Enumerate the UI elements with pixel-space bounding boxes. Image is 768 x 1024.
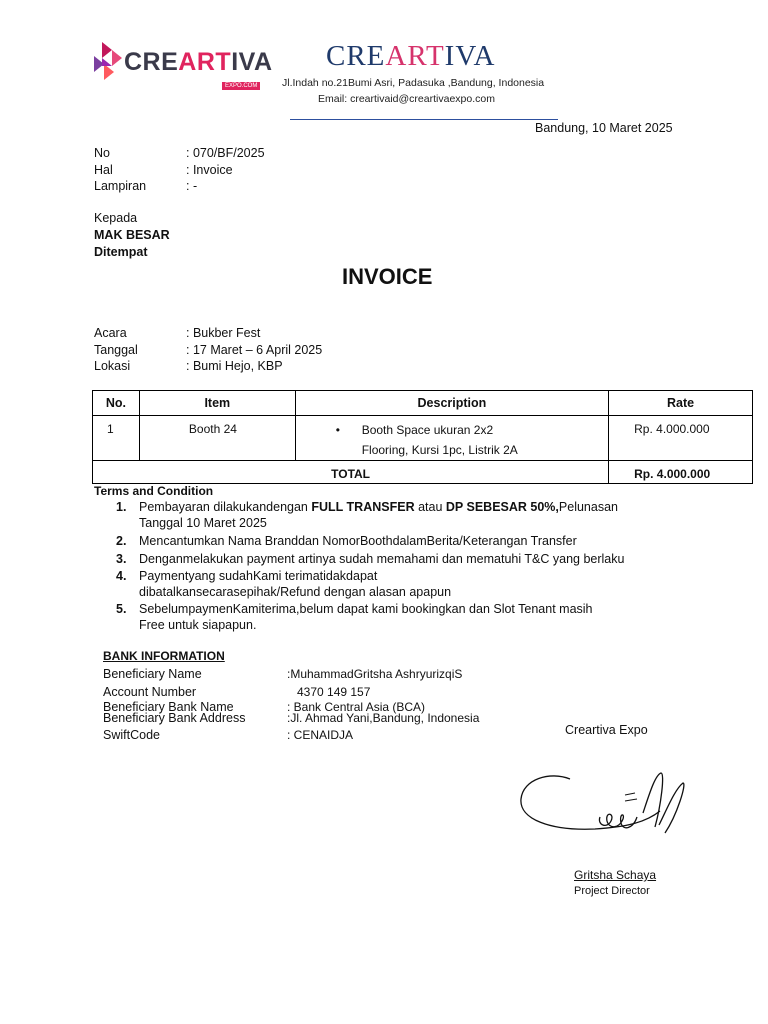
event-value-acara: : Bukber Fest bbox=[186, 326, 261, 340]
company-logo bbox=[92, 38, 273, 98]
bank-label-bank: Beneficiary Bank Name bbox=[103, 700, 234, 714]
cell-item: Booth 24 bbox=[139, 416, 295, 461]
bank-label-name: Beneficiary Name bbox=[103, 667, 202, 681]
bank-info-title: BANK INFORMATION bbox=[103, 649, 225, 663]
bank-label-address: Beneficiary Bank Address bbox=[103, 711, 246, 725]
event-label-acara: Acara bbox=[94, 326, 127, 340]
list-item: 3. Denganmelakukan payment artinya sudah memahami dan mematuhi T&C yang berlaku bbox=[116, 552, 625, 566]
bank-value-account: 4370 149 157 bbox=[297, 685, 371, 699]
cell-rate: Rp. 4.000.000 bbox=[609, 416, 753, 461]
brand-title: CREARTIVA bbox=[326, 40, 496, 72]
recipient-place: Ditempat bbox=[94, 245, 148, 259]
recipient-name: MAK BESAR bbox=[94, 228, 170, 242]
terms-list bbox=[94, 499, 714, 634]
meta-value-no: : 070/BF/2025 bbox=[186, 146, 265, 160]
bank-label-swift: SwiftCode bbox=[103, 728, 160, 742]
meta-label-no: No bbox=[94, 146, 110, 160]
bullet-icon: • bbox=[335, 423, 340, 437]
logo-subtext: EXPO.COM bbox=[222, 82, 260, 90]
bank-value-name: :MuhammadGritsha AshryurizqiS bbox=[287, 667, 463, 681]
list-item: 4. Paymentyang sudahKami terimatidakdapat dibatalkansecarasepihak/Refund dengan alasan apapun bbox=[116, 569, 452, 599]
event-value-tanggal: : 17 Maret – 6 April 2025 bbox=[186, 343, 323, 357]
logo-text: CREARTIVA bbox=[124, 48, 273, 76]
recipient-kepada: Kepada bbox=[94, 211, 138, 225]
company-address: Jl.Indah no.21Bumi Asri, Padasuka ,Bandung, Indonesia bbox=[282, 77, 545, 89]
header-divider bbox=[290, 119, 558, 120]
header-no: No. bbox=[93, 391, 140, 416]
meta-value-hal: : Invoice bbox=[186, 163, 233, 177]
total-label: TOTAL bbox=[93, 461, 609, 484]
handwritten-signature bbox=[515, 765, 690, 845]
signer-role: Project Director bbox=[574, 885, 650, 897]
header-item: Item bbox=[139, 391, 295, 416]
description-line-1: Booth Space ukuran 2x2 bbox=[361, 423, 494, 437]
event-label-lokasi: Lokasi bbox=[94, 359, 131, 373]
meta-label-hal: Hal bbox=[94, 163, 113, 177]
signature-company: Creartiva Expo bbox=[565, 723, 648, 737]
bank-label-account: Account Number bbox=[103, 685, 197, 699]
header-rate: Rate bbox=[609, 391, 753, 416]
company-email: Email: creartivaid@creartivaexpo.com bbox=[318, 93, 495, 105]
meta-label-lampiran: Lampiran bbox=[94, 179, 147, 193]
bank-value-bank: : Bank Central Asia (BCA) bbox=[287, 700, 426, 714]
meta-value-lampiran: : - bbox=[186, 179, 198, 193]
list-item: 1. Pembayaran dilakukandengan FULL TRANSFER atau DP SEBESAR 50%,Pelunasan Tanggal 10 Maret 2025 bbox=[116, 500, 618, 530]
invoice-title: INVOICE bbox=[342, 264, 433, 289]
cell-description bbox=[295, 416, 608, 461]
event-label-tanggal: Tanggal bbox=[94, 343, 138, 357]
table-header-row bbox=[93, 391, 753, 416]
table-row bbox=[93, 416, 753, 461]
signer-name: Gritsha Schaya bbox=[574, 868, 657, 882]
list-item: 2. Mencantumkan Nama Branddan NomorBoothdalamBerita/Keterangan Transfer bbox=[116, 534, 577, 548]
list-item: 5. SebelumpaymenKamiterima,belum dapat kami bookingkan dan Slot Tenant masih Free untuk siapapun. bbox=[116, 602, 593, 632]
header-description: Description bbox=[295, 391, 608, 416]
event-value-lokasi: : Bumi Hejo, KBP bbox=[186, 359, 283, 373]
cell-no: 1 bbox=[93, 416, 140, 461]
terms-title: Terms and Condition bbox=[94, 484, 214, 498]
bank-value-swift: : CENAIDJA bbox=[287, 728, 354, 742]
total-row bbox=[93, 461, 753, 484]
invoice-items-table bbox=[92, 390, 753, 484]
logo-mark-icon bbox=[92, 40, 124, 84]
total-value: Rp. 4.000.000 bbox=[609, 461, 753, 484]
letter-date: Bandung, 10 Maret 2025 bbox=[535, 121, 673, 135]
bank-value-address: :Jl. Ahmad Yani,Bandung, Indonesia bbox=[287, 711, 480, 725]
description-line-2: Flooring, Kursi 1pc, Listrik 2A bbox=[361, 443, 518, 457]
